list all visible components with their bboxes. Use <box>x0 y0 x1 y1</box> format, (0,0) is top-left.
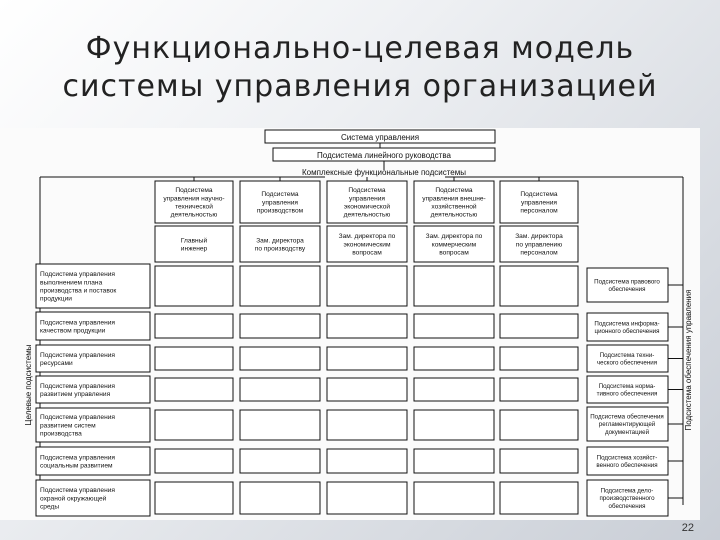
matrix-cell <box>240 482 320 514</box>
matrix-cell <box>414 347 494 370</box>
functional-subsystem-label: Подсистема управления персоналом <box>520 191 558 215</box>
matrix-cell <box>414 449 494 473</box>
functional-head-label: Зам. директора по экономическим вопросам <box>338 233 396 257</box>
org-model-diagram <box>0 128 700 520</box>
matrix-cell <box>327 347 407 370</box>
matrix-cell <box>414 378 494 401</box>
matrix-cell <box>500 482 578 514</box>
complex-subsystems-label: Комплексные функциональные подсистемы <box>302 168 466 177</box>
functional-subsystem-label: Подсистема управления экономической деятельностью <box>343 187 391 219</box>
matrix-cell <box>240 410 320 440</box>
matrix-cell <box>155 449 233 473</box>
support-subsystem-label: Подсистема техни-ческого обеспечения <box>596 351 658 367</box>
right-side-label: Подсистема обеспечения управления <box>684 289 693 431</box>
functional-subsystem-label: Подсистема управления внешне-хозяйственной деятельностью <box>422 187 486 219</box>
matrix-cell <box>327 482 407 514</box>
functional-head-label: Зам. директора по производству <box>254 237 306 253</box>
goal-subsystem-label: Подсистема управления социальным развитием <box>40 454 115 470</box>
matrix-cell <box>240 378 320 401</box>
matrix-cell <box>240 347 320 370</box>
matrix-cell <box>327 410 407 440</box>
goal-subsystem-label: Подсистема управления развитием систем производства <box>40 414 115 438</box>
matrix-cell <box>155 314 233 338</box>
matrix-cell <box>327 378 407 401</box>
top-system-label: Система управления <box>340 133 420 142</box>
support-subsystem-label: Подсистема информа-ционного обеспечения <box>594 320 660 336</box>
matrix-cell <box>414 482 494 514</box>
goal-subsystem-label: Подсистема управления развитием управления <box>40 382 115 398</box>
matrix-cell <box>240 266 320 306</box>
goal-subsystem-label: Подсистема управления охраной окружающей среды <box>40 487 115 511</box>
matrix-cell <box>500 410 578 440</box>
support-subsystem-label: Подсистема норма-тивного обеспечения <box>596 382 658 398</box>
matrix-cell <box>414 266 494 306</box>
matrix-cell <box>155 482 233 514</box>
support-subsystem-label: Подсистема хозяйст-венного обеспечения <box>596 454 658 470</box>
matrix-cell <box>240 314 320 338</box>
functional-head-label: Зам. директора по управлению персоналом <box>515 233 563 257</box>
support-subsystem-label: Подсистема дело-производственного обеспечения <box>599 487 655 510</box>
line-management-label: Подсистема линейного руководства <box>317 151 451 160</box>
matrix-cell <box>414 314 494 338</box>
matrix-cell <box>155 378 233 401</box>
matrix-cell <box>500 266 578 306</box>
matrix-cell <box>414 410 494 440</box>
matrix-cell <box>500 314 578 338</box>
functional-head-label: Главный инженер <box>180 237 208 253</box>
goal-subsystem-label: Подсистема управления качеством продукции <box>40 319 115 335</box>
matrix-cell <box>500 347 578 370</box>
functional-head-label: Зам. директора по коммерческим вопросам <box>425 233 483 257</box>
support-subsystem-label: Подсистема обеспечения регламентирующей документацией <box>590 413 664 436</box>
matrix-cell <box>155 410 233 440</box>
matrix-cell <box>327 266 407 306</box>
matrix-cell <box>155 266 233 306</box>
matrix-cell <box>155 347 233 370</box>
functional-subsystem-label: Подсистема управления производством <box>256 191 304 215</box>
support-subsystem-label: Подсистема правового обеспечения <box>594 278 660 294</box>
matrix-cell <box>240 449 320 473</box>
matrix-cell <box>327 449 407 473</box>
matrix-cell <box>500 378 578 401</box>
matrix-cell <box>500 449 578 473</box>
functional-subsystem-label: Подсистема управления научно-технической деятельностью <box>163 187 225 219</box>
page-number: 22 <box>681 522 694 534</box>
goal-subsystem-label: Подсистема управления выполнением плана производства и поставок продукции <box>40 271 117 303</box>
matrix-cell <box>327 314 407 338</box>
left-side-label: Целевые подсистемы <box>24 344 33 426</box>
goal-subsystem-label: Подсистема управления ресурсами <box>40 351 115 367</box>
slide-title: Функционально-целевая модель системы управления организацией <box>62 31 658 104</box>
